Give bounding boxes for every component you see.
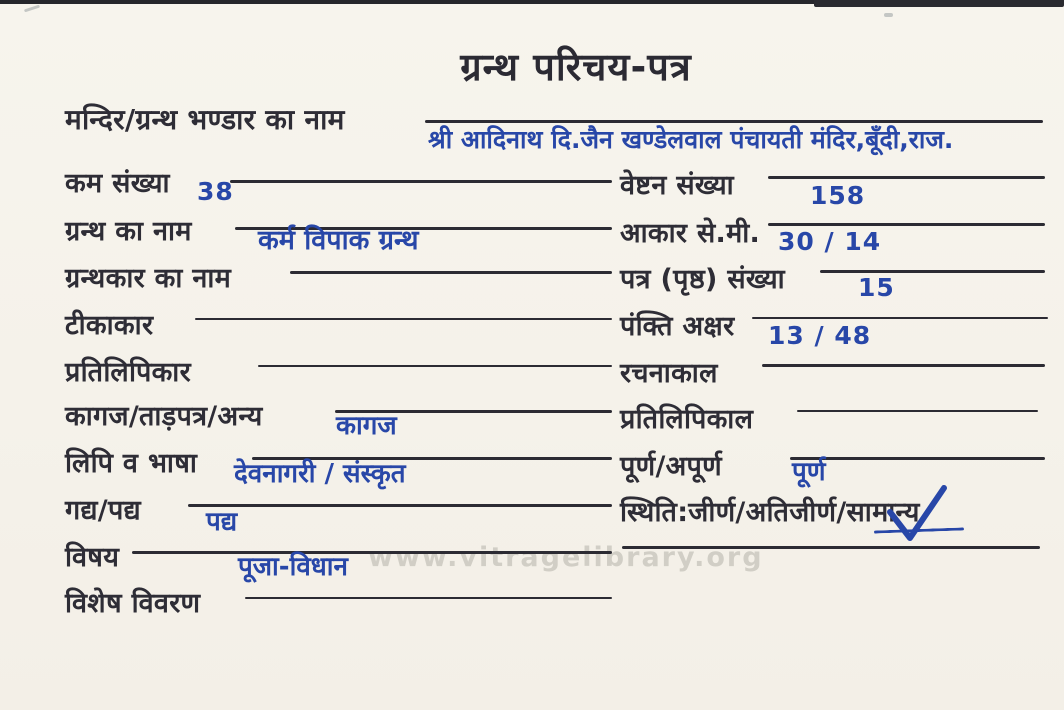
- field-value-prose-verse: पद्य: [206, 507, 238, 537]
- temple-name-label: मन्दिर/ग्रन्थ भण्डार का नाम: [65, 103, 345, 136]
- field-value-complete-incomplete: पूर्ण: [792, 457, 826, 487]
- field-label-book-name: ग्रन्थ का नाम: [65, 216, 192, 247]
- fill-line: [797, 410, 1038, 412]
- scan-artifact: [884, 13, 893, 17]
- fill-line: [290, 271, 612, 274]
- field-value-wrapper-number: 158: [810, 181, 866, 210]
- field-label-lines-letters: पंक्ति अक्षर: [620, 311, 735, 342]
- fill-line: [762, 364, 1045, 367]
- fill-line: [622, 546, 1040, 549]
- field-value-lines-letters: 13 / 48: [768, 321, 872, 350]
- fill-line: [245, 597, 612, 599]
- scan-edge-top-right: [814, 0, 1064, 7]
- field-value-subject: पूजा-विधान: [238, 552, 348, 582]
- field-label-composition-date: रचनाकाल: [620, 358, 718, 389]
- fill-line: [752, 317, 1048, 319]
- fill-line: [258, 365, 612, 367]
- field-label-copy-date: प्रतिलिपिकाल: [620, 404, 754, 435]
- field-label-special-details: विशेष विवरण: [65, 588, 201, 619]
- field-label-prose-verse: गद्य/पद्य: [65, 495, 141, 526]
- field-value-script-language: देवनागरी / संस्कृत: [234, 459, 406, 489]
- fill-line: [768, 176, 1045, 179]
- field-value-page-count: 15: [858, 273, 895, 302]
- fill-line: [195, 318, 612, 320]
- field-label-complete-incomplete: पूर्ण/अपूर्ण: [620, 451, 723, 482]
- fill-line: [790, 457, 1045, 460]
- field-label-page-count: पत्र (पृष्ठ) संख्या: [620, 264, 785, 295]
- field-label-material: कागज/ताड़पत्र/अन्य: [65, 401, 263, 432]
- field-value-serial-number: 38: [197, 177, 234, 206]
- field-label-commentator: टीकाकार: [65, 310, 154, 341]
- field-label-subject: विषय: [65, 542, 120, 573]
- fill-line: [132, 551, 612, 554]
- field-label-serial-number: कम संख्या: [65, 168, 170, 199]
- field-label-author-name: ग्रन्थकार का नाम: [65, 263, 232, 294]
- field-label-script-language: लिपि व भाषा: [65, 448, 198, 479]
- field-label-size-cm: आकार से.मी.: [620, 218, 761, 249]
- fill-line: [188, 504, 612, 507]
- field-value-size-cm: 30 / 14: [778, 227, 882, 256]
- field-label-copyist: प्रतिलिपिकार: [65, 357, 191, 388]
- field-value-material: कागज: [336, 411, 397, 441]
- fill-line: [230, 180, 612, 183]
- field-value-book-name: कर्म विपाक ग्रन्थ: [258, 225, 419, 256]
- document-title: ग्रन्थ परिचय-पत्र: [460, 45, 692, 89]
- watermark-text: www.vitragelibrary.org: [368, 542, 764, 573]
- condition-checkmark-icon: [880, 482, 952, 548]
- field-label-condition: स्थिति:जीर्ण/अतिजीर्ण/सामान्य: [620, 497, 920, 528]
- fill-line: [425, 120, 1043, 123]
- scan-artifact: [24, 5, 40, 13]
- temple-name-value: श्री आदिनाथ दि.जैन खण्डेलवाल पंचायती मंदिर,बूँदी,राज.: [428, 125, 954, 154]
- fill-line: [768, 223, 1045, 226]
- fill-line: [820, 270, 1045, 273]
- field-label-wrapper-number: वेष्टन संख्या: [620, 170, 734, 201]
